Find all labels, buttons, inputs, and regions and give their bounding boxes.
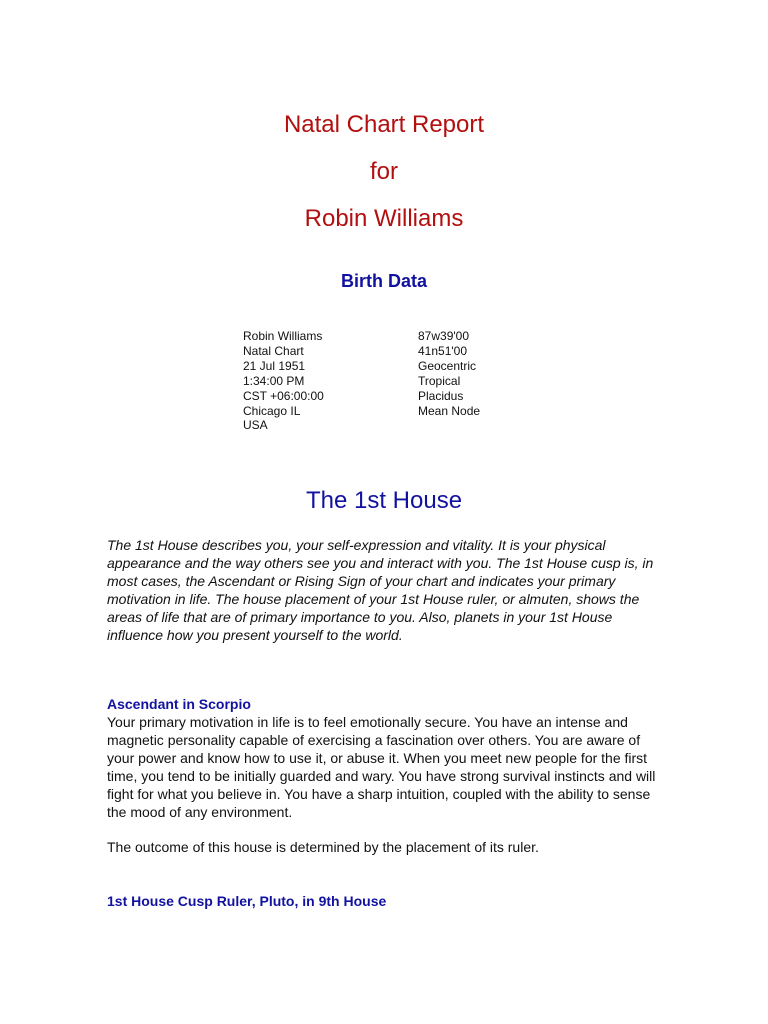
birth-data-city: Chicago IL xyxy=(243,403,301,418)
birth-data-house-system: Placidus xyxy=(418,388,464,403)
ascendant-text: Your primary motivation in life is to feel emotionally secure. You have an intense and magnetic personality capable of exercising a fascination over others. You are aware of your power and know how to use it, or abuse it. When you meet new people for the first time, you tend to be initially guarded and wary. You have strong survival instincts and will fight for what you believe in. You have a sharp intuition, coupled with the ability to sense the mood of any environment. xyxy=(107,714,656,820)
report-title-for: for xyxy=(369,158,398,185)
birth-data-name: Robin Williams xyxy=(243,329,323,343)
report-subject-name: Robin Williams xyxy=(304,205,464,232)
birth-data-perspective: Geocentric xyxy=(418,358,477,373)
report-title: Natal Chart Report xyxy=(283,111,485,138)
birth-data-latitude: 41n51'00 xyxy=(418,343,468,358)
cusp-ruler-heading: 1st House Cusp Ruler, Pluto, in 9th House xyxy=(107,893,387,909)
ascendant-heading: Ascendant in Scorpio xyxy=(107,696,251,712)
birth-data-left-column xyxy=(243,329,324,433)
birth-data-timezone: CST +06:00:00 xyxy=(243,388,324,403)
birth-data-date: 21 Jul 1951 xyxy=(243,358,306,373)
birth-data-time: 1:34:00 PM xyxy=(243,373,305,388)
birth-data-country: USA xyxy=(243,418,268,433)
birth-data-node: Mean Node xyxy=(418,403,481,418)
birth-data-zodiac: Tropical xyxy=(418,373,461,388)
birth-data-heading: Birth Data xyxy=(340,271,427,291)
birth-data-longitude: 87w39'00 xyxy=(418,329,469,343)
birth-data-chart-type: Natal Chart xyxy=(243,343,304,358)
first-house-intro: The 1st House describes you, your self-expression and vitality. It is your physical appearance and the way others see you and interact with you. The 1st House cusp is, in most cases, the Ascendant or Rising Sign of your chart and indicates your primary motivation in life. The house placement of your 1st House ruler, or almuten, shows the areas of life that are of primary importance to you. Also, planets in your 1st House influence how you present yourself to the world. xyxy=(107,537,654,643)
outcome-text: The outcome of this house is determined by the placement of its ruler. xyxy=(107,839,539,855)
birth-data-right-column xyxy=(418,329,480,418)
first-house-heading: The 1st House xyxy=(305,487,463,514)
